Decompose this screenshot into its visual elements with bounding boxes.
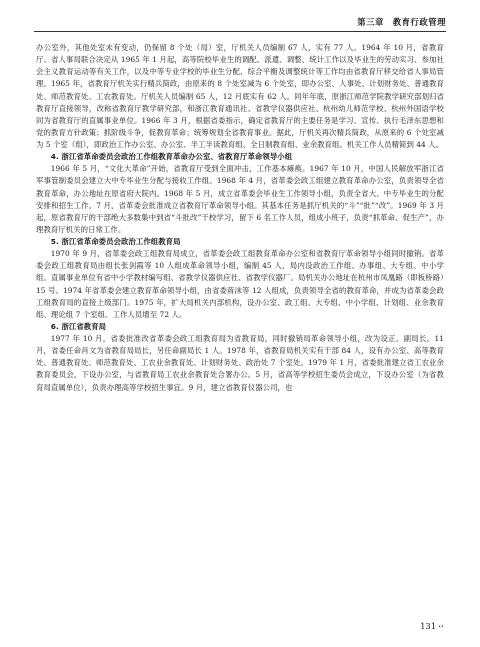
section-heading-5: 5. 浙江省革命委员会政治工作组教育局 — [50, 237, 181, 246]
page-number-value: 131 — [420, 621, 437, 631]
paragraph: 1966 年 5 月，“文化大革命”开始，省教育厅受到全面冲击，工作基本瘫痪。1967 年 10 月，中国人民解放军浙江省军事管制委员会建立大中专毕业生分配与接收工作组。1968 年 4 月，省革委会政工组建立教育革命办公室，负责领导全省教育革命，办公地址在原省府大院内。1968 年 5 月，成立省革委会毕业生工作领导小组，负责全省大、中专毕业生的分配安排和招生工作。7 月，省革委会批准成立省教育厅革命领导小组。其基本任务是抓厅机关的“斗”“批”“改”。1969 年 3 月起，原省教育厅的干部绝大多数集中到省“斗批改”干校学习，留下 6 名工作人员，组成小班子，负责“抓革命、促生产”，办理教育厅机关的日常工作。 — [36, 164, 444, 234]
page-number — [420, 621, 444, 631]
page-number-mark: •• — [438, 623, 444, 630]
header-rule — [34, 31, 446, 32]
chapter-header: 第三章 教育行政管理 — [357, 17, 446, 27]
paragraph: 办公室外，其他处室未有变动，仍保留 8 个处（局）室，厅机关人员编制 67 人，实有 77 人。1964 年 10 月，省教育厅、省人事局联合决定从 1965 年 1 月起，高等院校毕业生的调配、派遣、调整、统计工作以及毕业生的劳动实习、参加社会主义教育运动等有关工作，以及中等专业学校的毕业生分配、综合平衡及调整统计等工作均由省教育厅移交给省人事局管理。1965 年，省教育厅机关实行精兵简政，由原来的 8 个处室减为 6 个处室，即办公室、人事处、计划财务处、普通教育处、师范教育处、工农教育处。厅机关人员编制 65 人，12 月底实有 62 人。同年年底，原浙江师范学院教学研究部划归省教育厅直接领导，改称省教育厅教学研究部，和浙江教育通讯社、省教学仪器供应社、杭州幼儿师范学校、杭州外国语学校同为省教育厅的直属事业单位。1966 年 3 月，根据省委指示，确定省教育厅的主要任务是学习、宣传、执行毛泽东思想和党的教育方针政策；抓阶级斗争，促教育革命；统筹规划全省教育事业。据此，厅机关再次精兵简政，从原来的 6 个处室减为 5 个室（组），即政治工作办公室、办公室、半工半读教育组、全日制教育组、业余教育组。机关工作人员精简到 44 人。 — [36, 43, 444, 149]
paragraph: 1977 年 10 月，省委批准改省革委会政工组教育局为省教育局，同时撤销局革命领导小组，改为设正、副局长。11 月，省委任命肖文为省教育局局长，另任命副局长 1 人。1978 年，省教育局机关实有干部 84 人，设有办公室、高等教育处、普通教育处、师范教育处、工农业余教育处、计划财务处、政治处 7 个室处。1979 年 1 月，省委批准建立省工农业余教育委员会，下设办公室，与省教育局工农业余教育处合署办公。5 月，省高等学校招生委员会成立，下设办公室（为省教育局直属单位），负责办理高等学校招生事宜。9 月，建立省教育仪器公司，也 — [36, 334, 444, 392]
body-text — [36, 42, 444, 394]
section-heading-4: 4. 浙江省革命委员会政治工作组教育革命办公室、省教育厅革命领导小组 — [50, 152, 293, 162]
section-heading-6: 6. 浙江省教育局 — [50, 321, 107, 331]
paragraph: 1970 年 9 月，省革委会政工组教育局成立，省革委会政工组教育革命办公室和省教育厅革命领导小组同时撤销。省革委会政工组教育局由组长张剑霞等 10 人组成革命领导小组，编制 45 人，局内设政治工作组、办事组、大专组、中小学组。直属事业单位有省中小学教材编写组、省教学仪器供应社、省教学仪器厂。局机关办公地址在杭州市凤凰路（即板桥路）15 号。1974 年省革委会建立教育革命领导小组，由省委蒋沫等 12 人组成，负责领导全省的教育革命，并成为省革委会政工组教育局的直接上级部门。1975 年，扩大局机关内部机构，设办公室、政工组、大专组、中小学组、计划组、业余教育组、理论组 7 个室组。工作人员增至 72 人。 — [36, 249, 444, 319]
